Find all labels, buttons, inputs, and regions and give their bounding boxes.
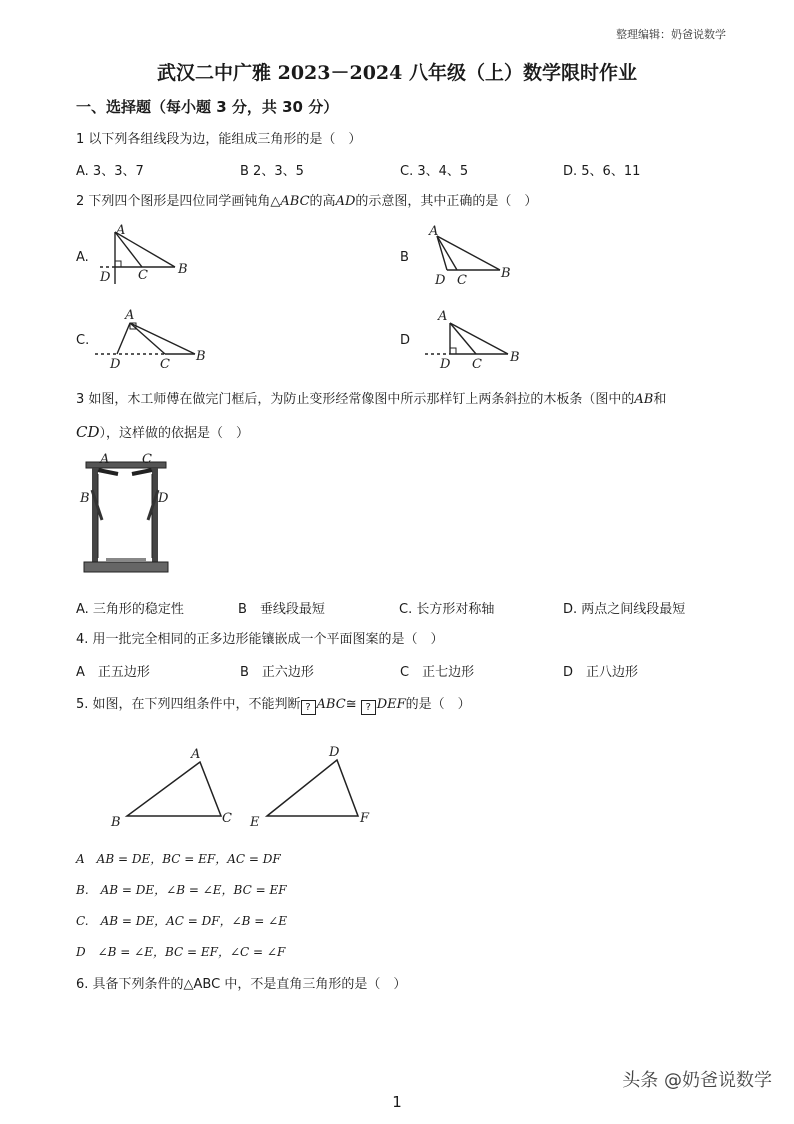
svg-text:C: C bbox=[142, 452, 152, 467]
q5-abc: ABC bbox=[316, 697, 346, 712]
q1-option-d: D. 5、6、11 bbox=[563, 164, 641, 179]
svg-text:C: C bbox=[138, 268, 148, 283]
q3-option-a: A. 三角形的稳定性 bbox=[76, 602, 184, 617]
q2-fig-d-label: D bbox=[400, 333, 411, 348]
svg-text:C: C bbox=[457, 273, 467, 288]
q5-def: DEF bbox=[376, 697, 406, 712]
q5-triangles-figure bbox=[105, 742, 385, 832]
q2-fig-c-label: C. bbox=[76, 333, 90, 348]
svg-text:B: B bbox=[510, 350, 520, 365]
q5-cong: ≅ bbox=[345, 697, 357, 712]
q3-option-d: D. 两点之间线段最短 bbox=[563, 602, 686, 617]
question-2-stem bbox=[76, 190, 537, 209]
q3-ab: AB bbox=[634, 392, 654, 407]
q2-stem-post: 的示意图，其中正确的是（ ） bbox=[355, 194, 538, 209]
q2-stem-pre: 2 下列四个图形是四位同学画钝角 bbox=[76, 194, 271, 209]
q2-figure-a bbox=[90, 222, 200, 287]
q2-stem-mid: 的高 bbox=[309, 194, 336, 209]
q5-stem-pre: 5. 如图，在下列四组条件中，不能判断 bbox=[76, 697, 301, 712]
page-number: 1 bbox=[392, 1093, 402, 1111]
q1-option-a: A. 3、3、7 bbox=[76, 164, 144, 179]
q3-door-frame-figure bbox=[78, 450, 178, 580]
q5-stem-post: 的是（ ） bbox=[405, 697, 471, 712]
q5-unknown-glyph-2: ? bbox=[361, 700, 376, 715]
section-heading: 一、选择题（每小题 3 分，共 30 分） bbox=[76, 98, 339, 116]
q5-option-b: B. AB = DE，∠B = ∠E，BC = EF bbox=[76, 883, 287, 897]
q4-option-b: B 正六边形 bbox=[240, 665, 314, 680]
svg-text:E: E bbox=[250, 815, 260, 830]
q4-option-a: A 正五边形 bbox=[76, 665, 150, 680]
svg-text:A: A bbox=[116, 223, 126, 238]
svg-text:B: B bbox=[178, 262, 188, 277]
q3-option-c: C. 长方形对称轴 bbox=[399, 602, 495, 617]
svg-text:F: F bbox=[360, 811, 370, 826]
page-title: 武汉二中广雅 2023－2024 八年级（上）数学限时作业 bbox=[157, 62, 637, 84]
q5-unknown-glyph-1: ? bbox=[301, 700, 316, 715]
q2-ad: AD bbox=[335, 194, 356, 209]
q2-figure-c bbox=[90, 305, 215, 370]
q3-line2-post: ），这样做的依据是（ ） bbox=[99, 426, 250, 441]
svg-text:A: A bbox=[125, 308, 135, 323]
question-3-line-1 bbox=[76, 388, 666, 407]
q3-cd: CD bbox=[76, 423, 100, 441]
q5-option-c: C. AB = DE，AC = DF，∠B = ∠E bbox=[76, 914, 287, 928]
question-6-stem: 6. 具备下列条件的△ABC 中，不是直角三角形的是（ ） bbox=[76, 977, 407, 992]
q1-option-c: C. 3、4、5 bbox=[400, 164, 469, 179]
svg-text:C: C bbox=[472, 357, 482, 372]
q4-option-d: D 正八边形 bbox=[563, 665, 639, 680]
q4-option-c: C 正七边形 bbox=[400, 665, 475, 680]
editor-credit: 整理编辑：奶爸说数学 bbox=[616, 28, 726, 41]
svg-text:D: D bbox=[329, 745, 340, 760]
q1-option-b: B 2、3、5 bbox=[240, 164, 304, 179]
q5-option-a: A AB = DE，BC = EF，AC = DF bbox=[76, 852, 281, 866]
q2-fig-b-label: B bbox=[400, 250, 409, 265]
svg-text:A: A bbox=[100, 452, 110, 467]
svg-text:A: A bbox=[438, 309, 448, 324]
watermark: 头条 @奶爸说数学 bbox=[622, 1070, 772, 1091]
question-3-line-2 bbox=[76, 422, 249, 441]
q2-triangle: △ABC bbox=[270, 194, 310, 209]
q2-fig-a-label: A. bbox=[76, 250, 89, 265]
q2-figure-d bbox=[420, 305, 530, 370]
svg-text:B: B bbox=[501, 266, 511, 281]
question-5-stem bbox=[76, 693, 471, 715]
q2-figure-b bbox=[425, 222, 525, 287]
svg-text:C: C bbox=[222, 811, 232, 826]
question-1-stem: 1 以下列各组线段为边，能组成三角形的是（ ） bbox=[76, 132, 362, 147]
svg-text:D: D bbox=[435, 273, 446, 288]
svg-text:D: D bbox=[440, 357, 451, 372]
svg-text:A: A bbox=[191, 747, 201, 762]
question-4-stem: 4. 用一批完全相同的正多边形能镶嵌成一个平面图案的是（ ） bbox=[76, 632, 444, 647]
q5-option-d: D ∠B = ∠E，BC = EF，∠C = ∠F bbox=[76, 945, 286, 959]
svg-text:A: A bbox=[429, 224, 439, 239]
svg-text:D: D bbox=[110, 357, 121, 372]
q3-line1-pre: 3 如图，木工师傅在做完门框后，为防止变形经常像图中所示那样钉上两条斜拉的木板条（图中的 bbox=[76, 392, 635, 407]
svg-text:D: D bbox=[100, 270, 111, 285]
svg-text:B: B bbox=[80, 491, 90, 506]
svg-text:B: B bbox=[111, 815, 121, 830]
q3-option-b: B 垂线段最短 bbox=[238, 602, 325, 617]
svg-text:B: B bbox=[196, 349, 206, 364]
svg-text:C: C bbox=[160, 357, 170, 372]
svg-text:D: D bbox=[158, 491, 169, 506]
q3-line1-post: 和 bbox=[653, 392, 667, 407]
